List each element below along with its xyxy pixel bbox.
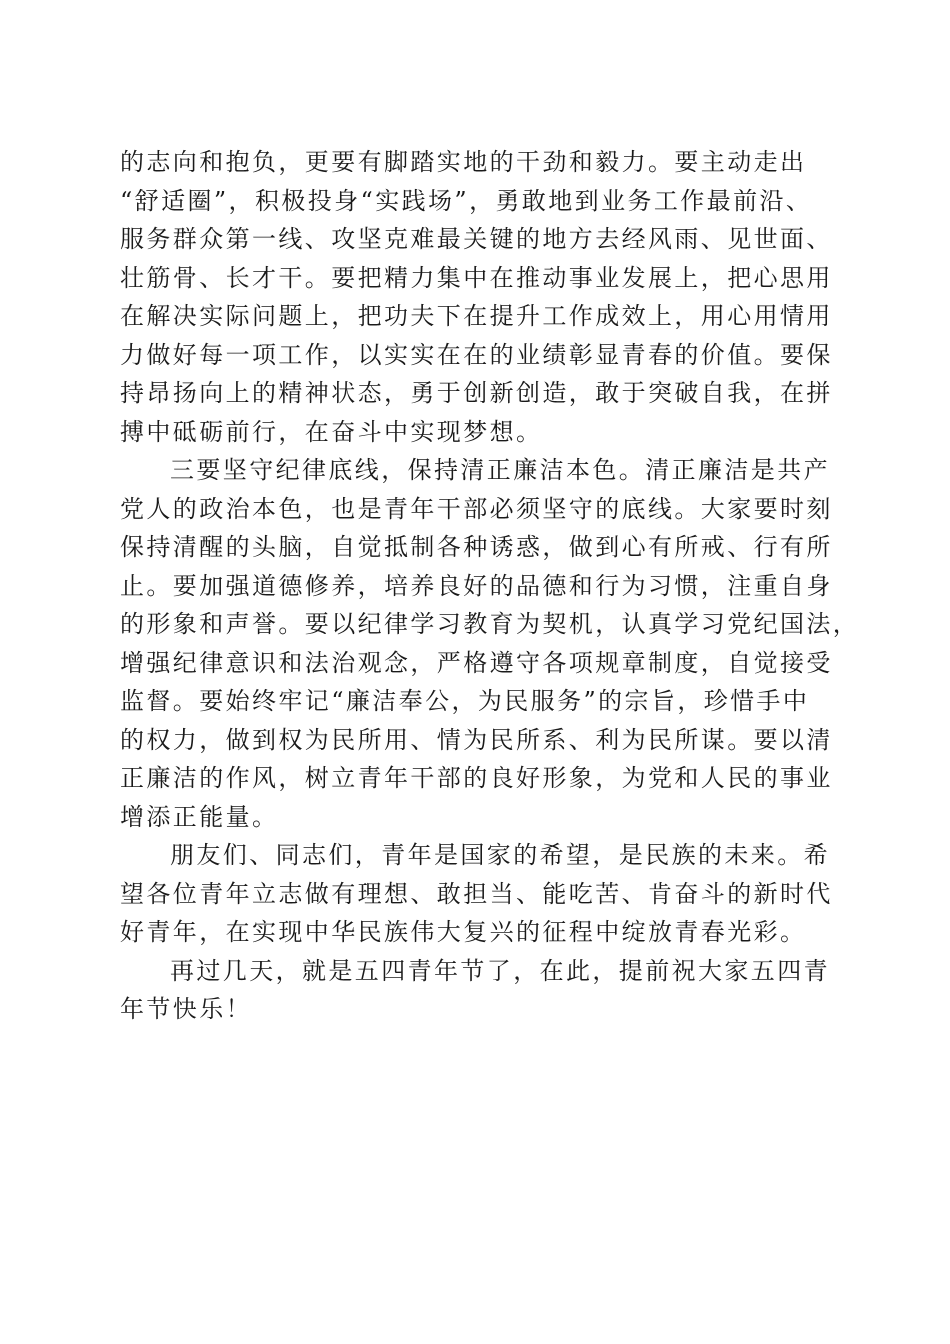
text-line: 搏中砥砺前行，在奋斗中实现梦想。 xyxy=(120,417,543,446)
text-line: 服务群众第一线、攻坚克难最关键的地方去经风雨、见世面、 xyxy=(120,225,833,253)
text-line: 壮筋骨、长才干。要把精力集中在推动事业发展上，把心思用 xyxy=(120,263,833,292)
text-line: 止。要加强道德修养，培养良好的品德和行为习惯，注重自身 xyxy=(120,571,833,600)
text-line: 望各位青年立志做有理想、敢担当、能吃苦、肯奋斗的新时代 xyxy=(120,879,833,908)
text-line: 保持清醒的头脑，自觉抵制各种诱惑，做到心有所戒、行有所 xyxy=(120,533,833,561)
text-line: 好青年，在实现中华民族伟大复兴的征程中绽放青春光彩。 xyxy=(120,918,807,946)
text-line: 的权力，做到权为民所用、情为民所系、利为民所谋。要以清 xyxy=(120,725,833,754)
text-line: 年节快乐！ xyxy=(120,995,252,1023)
text-line: “舒适圈”，积极投身“实践场”，勇敢地到业务工作最前沿、 xyxy=(120,186,813,215)
text-line: 监督。要始终牢记“廉洁奉公，为民服务”的宗旨，珍惜手中 xyxy=(120,687,810,715)
text-line: 力做好每一项工作，以实实在在的业绩彰显青春的价值。要保 xyxy=(120,340,833,369)
text-line: 增添正能量。 xyxy=(120,802,279,831)
text-line: 持昂扬向上的精神状态，勇于创新创造，敢于突破自我，在拼 xyxy=(120,379,833,407)
paragraph-first-line: 再过几天，就是五四青年节了，在此，提前祝大家五四青 xyxy=(170,956,830,985)
text-line: 党人的政治本色，也是青年干部必须坚守的底线。大家要时刻 xyxy=(120,494,833,523)
body-text xyxy=(120,143,860,1029)
text-line: 的志向和抱负，更要有脚踏实地的干劲和毅力。要主动走出 xyxy=(120,148,807,176)
paragraph-first-line: 三要坚守纪律底线，保持清正廉洁本色。清正廉洁是共产 xyxy=(170,456,830,484)
text-line: 增强纪律意识和法治观念，严格遵守各项规章制度，自觉接受 xyxy=(120,648,833,677)
text-line: 的形象和声誉。要以纪律学习教育为契机，认真学习党纪国法， xyxy=(120,610,860,638)
paragraph-first-line: 朋友们、同志们，青年是国家的希望，是民族的未来。希 xyxy=(170,841,830,869)
text-line: 正廉洁的作风，树立青年干部的良好形象，为党和人民的事业 xyxy=(120,764,833,792)
text-line: 在解决实际问题上，把功夫下在提升工作成效上，用心用情用 xyxy=(120,302,833,330)
